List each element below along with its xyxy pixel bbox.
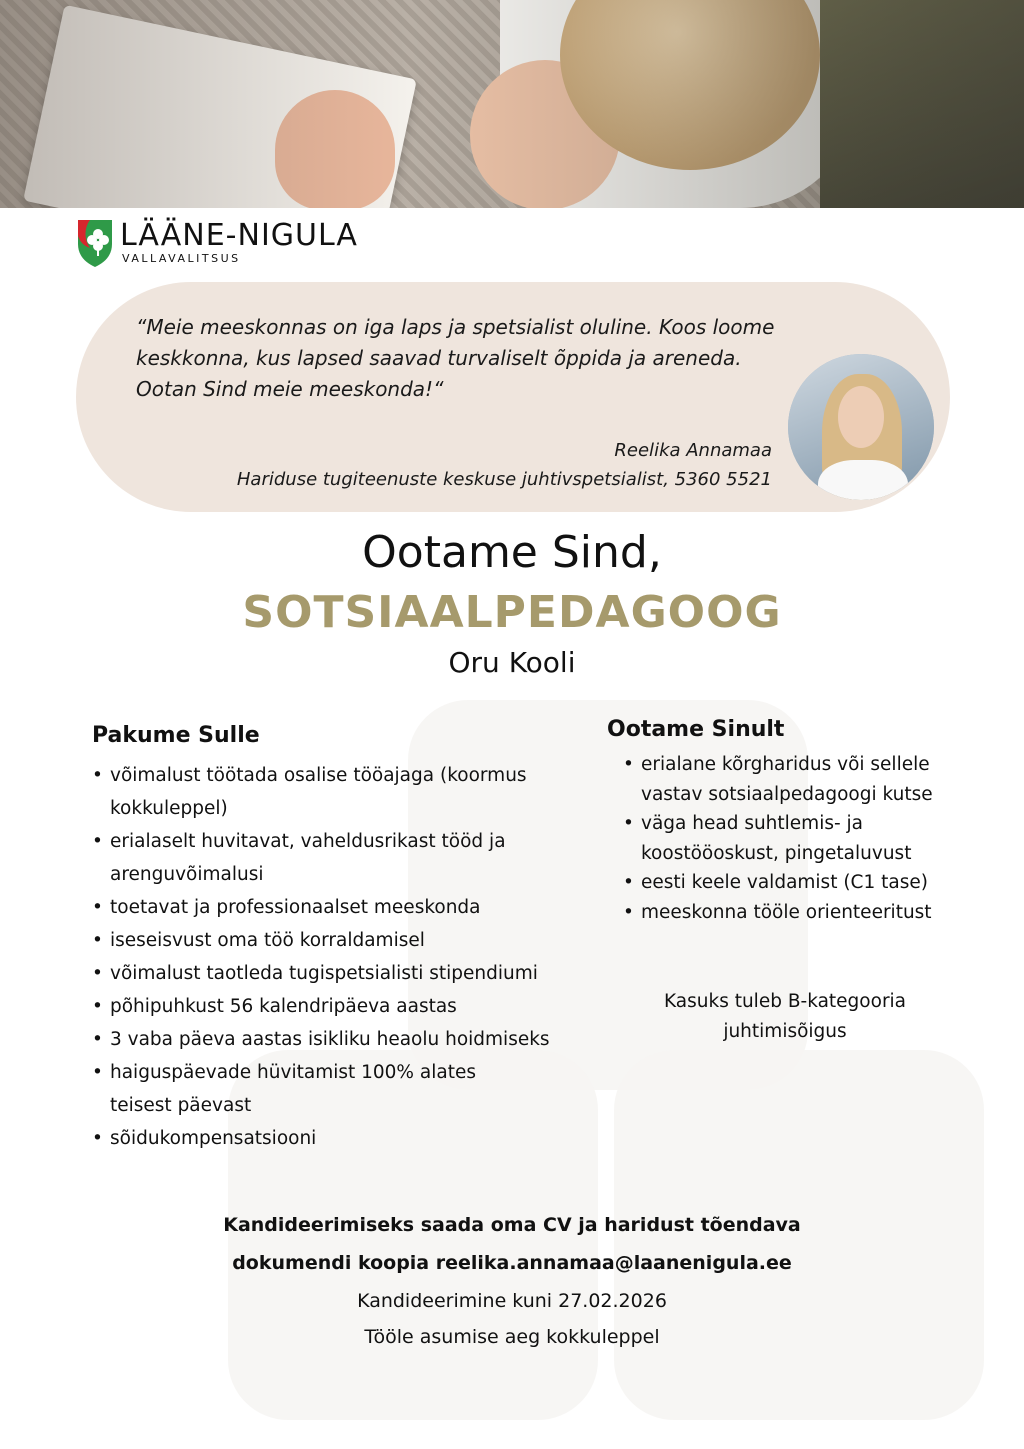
job-title: SOTSIAALPEDAGOOG <box>242 587 782 638</box>
logo-name: LÄÄNE-NIGULA <box>120 218 358 253</box>
list-item: • haiguspäevade hüvitamist 100% alates teisest päevast <box>92 1056 530 1122</box>
offer-list <box>92 759 604 1155</box>
logo-subtitle: VALLAVALITSUS <box>122 252 241 265</box>
list-item: • võimalust taotleda tugispetsialisti stipendiumi <box>92 957 604 990</box>
list-item: • põhipuhkust 56 kalendripäeva aastas <box>92 990 604 1023</box>
school-name: Oru Kooli <box>448 646 576 679</box>
list-item: • toetavat ja professionaalset meeskonda <box>92 891 604 924</box>
list-item: • iseseisvust oma töö korraldamisel <box>92 924 604 957</box>
expect-title: Ootame Sinult <box>607 717 785 742</box>
quote-line: Ootan Sind meie meeskonda!“ <box>136 377 444 401</box>
list-item: • sõidukompensatsiooni <box>92 1122 604 1155</box>
quote-panel <box>76 282 950 512</box>
list-item: • eesti keele valdamist (C1 tase) <box>623 868 963 898</box>
expect-list <box>623 750 963 927</box>
apply-instructions: Kandideerimiseks saada oma CV ja haridust tõendava <box>223 1214 801 1236</box>
author-title: Hariduse tugiteenuste keskuse juhtivspetsialist, 5360 5521 <box>236 469 772 490</box>
avatar <box>788 354 934 500</box>
quote-line: “Meie meeskonnas on iga laps ja spetsialist oluline. Koos loome <box>136 315 775 339</box>
page-title: Ootame Sind, <box>362 527 662 578</box>
start-date: Tööle asumise aeg kokkuleppel <box>364 1326 660 1348</box>
apply-deadline: Kandideerimine kuni 27.02.2026 <box>357 1290 667 1312</box>
clover-shield-icon <box>76 218 114 268</box>
hero-photo <box>0 0 1024 208</box>
list-item: • 3 vaba päeva aastas isikliku heaolu hoidmiseks <box>92 1023 604 1056</box>
offer-title: Pakume Sulle <box>92 723 260 748</box>
list-item: • erialane kõrgharidus või sellele vastav sotsiaalpedagoogi kutse <box>623 750 961 809</box>
quote-author <box>237 436 772 494</box>
logo <box>76 218 358 268</box>
list-item: • võimalust töötada osalise tööajaga (koormus kokkuleppel) <box>92 759 580 825</box>
list-item: • väga head suhtlemis- ja koostööoskust, pingetaluvust <box>623 809 951 868</box>
quote-text <box>136 312 856 405</box>
list-item: • erialaselt huvitavat, vaheldusrikast tööd ja arenguvõimalusi <box>92 825 550 891</box>
bonus-note: Kasuks tuleb B-kategooria juhtimisõigus <box>663 991 907 1042</box>
author-name: Reelika Annamaa <box>614 440 772 461</box>
apply-email: dokumendi koopia reelika.annamaa@laanenigula.ee <box>232 1252 792 1274</box>
list-item: • meeskonna tööle orienteeritust <box>623 898 963 928</box>
quote-line: keskkonna, kus lapsed saavad turvaliselt õppida ja areneda. <box>136 346 742 370</box>
